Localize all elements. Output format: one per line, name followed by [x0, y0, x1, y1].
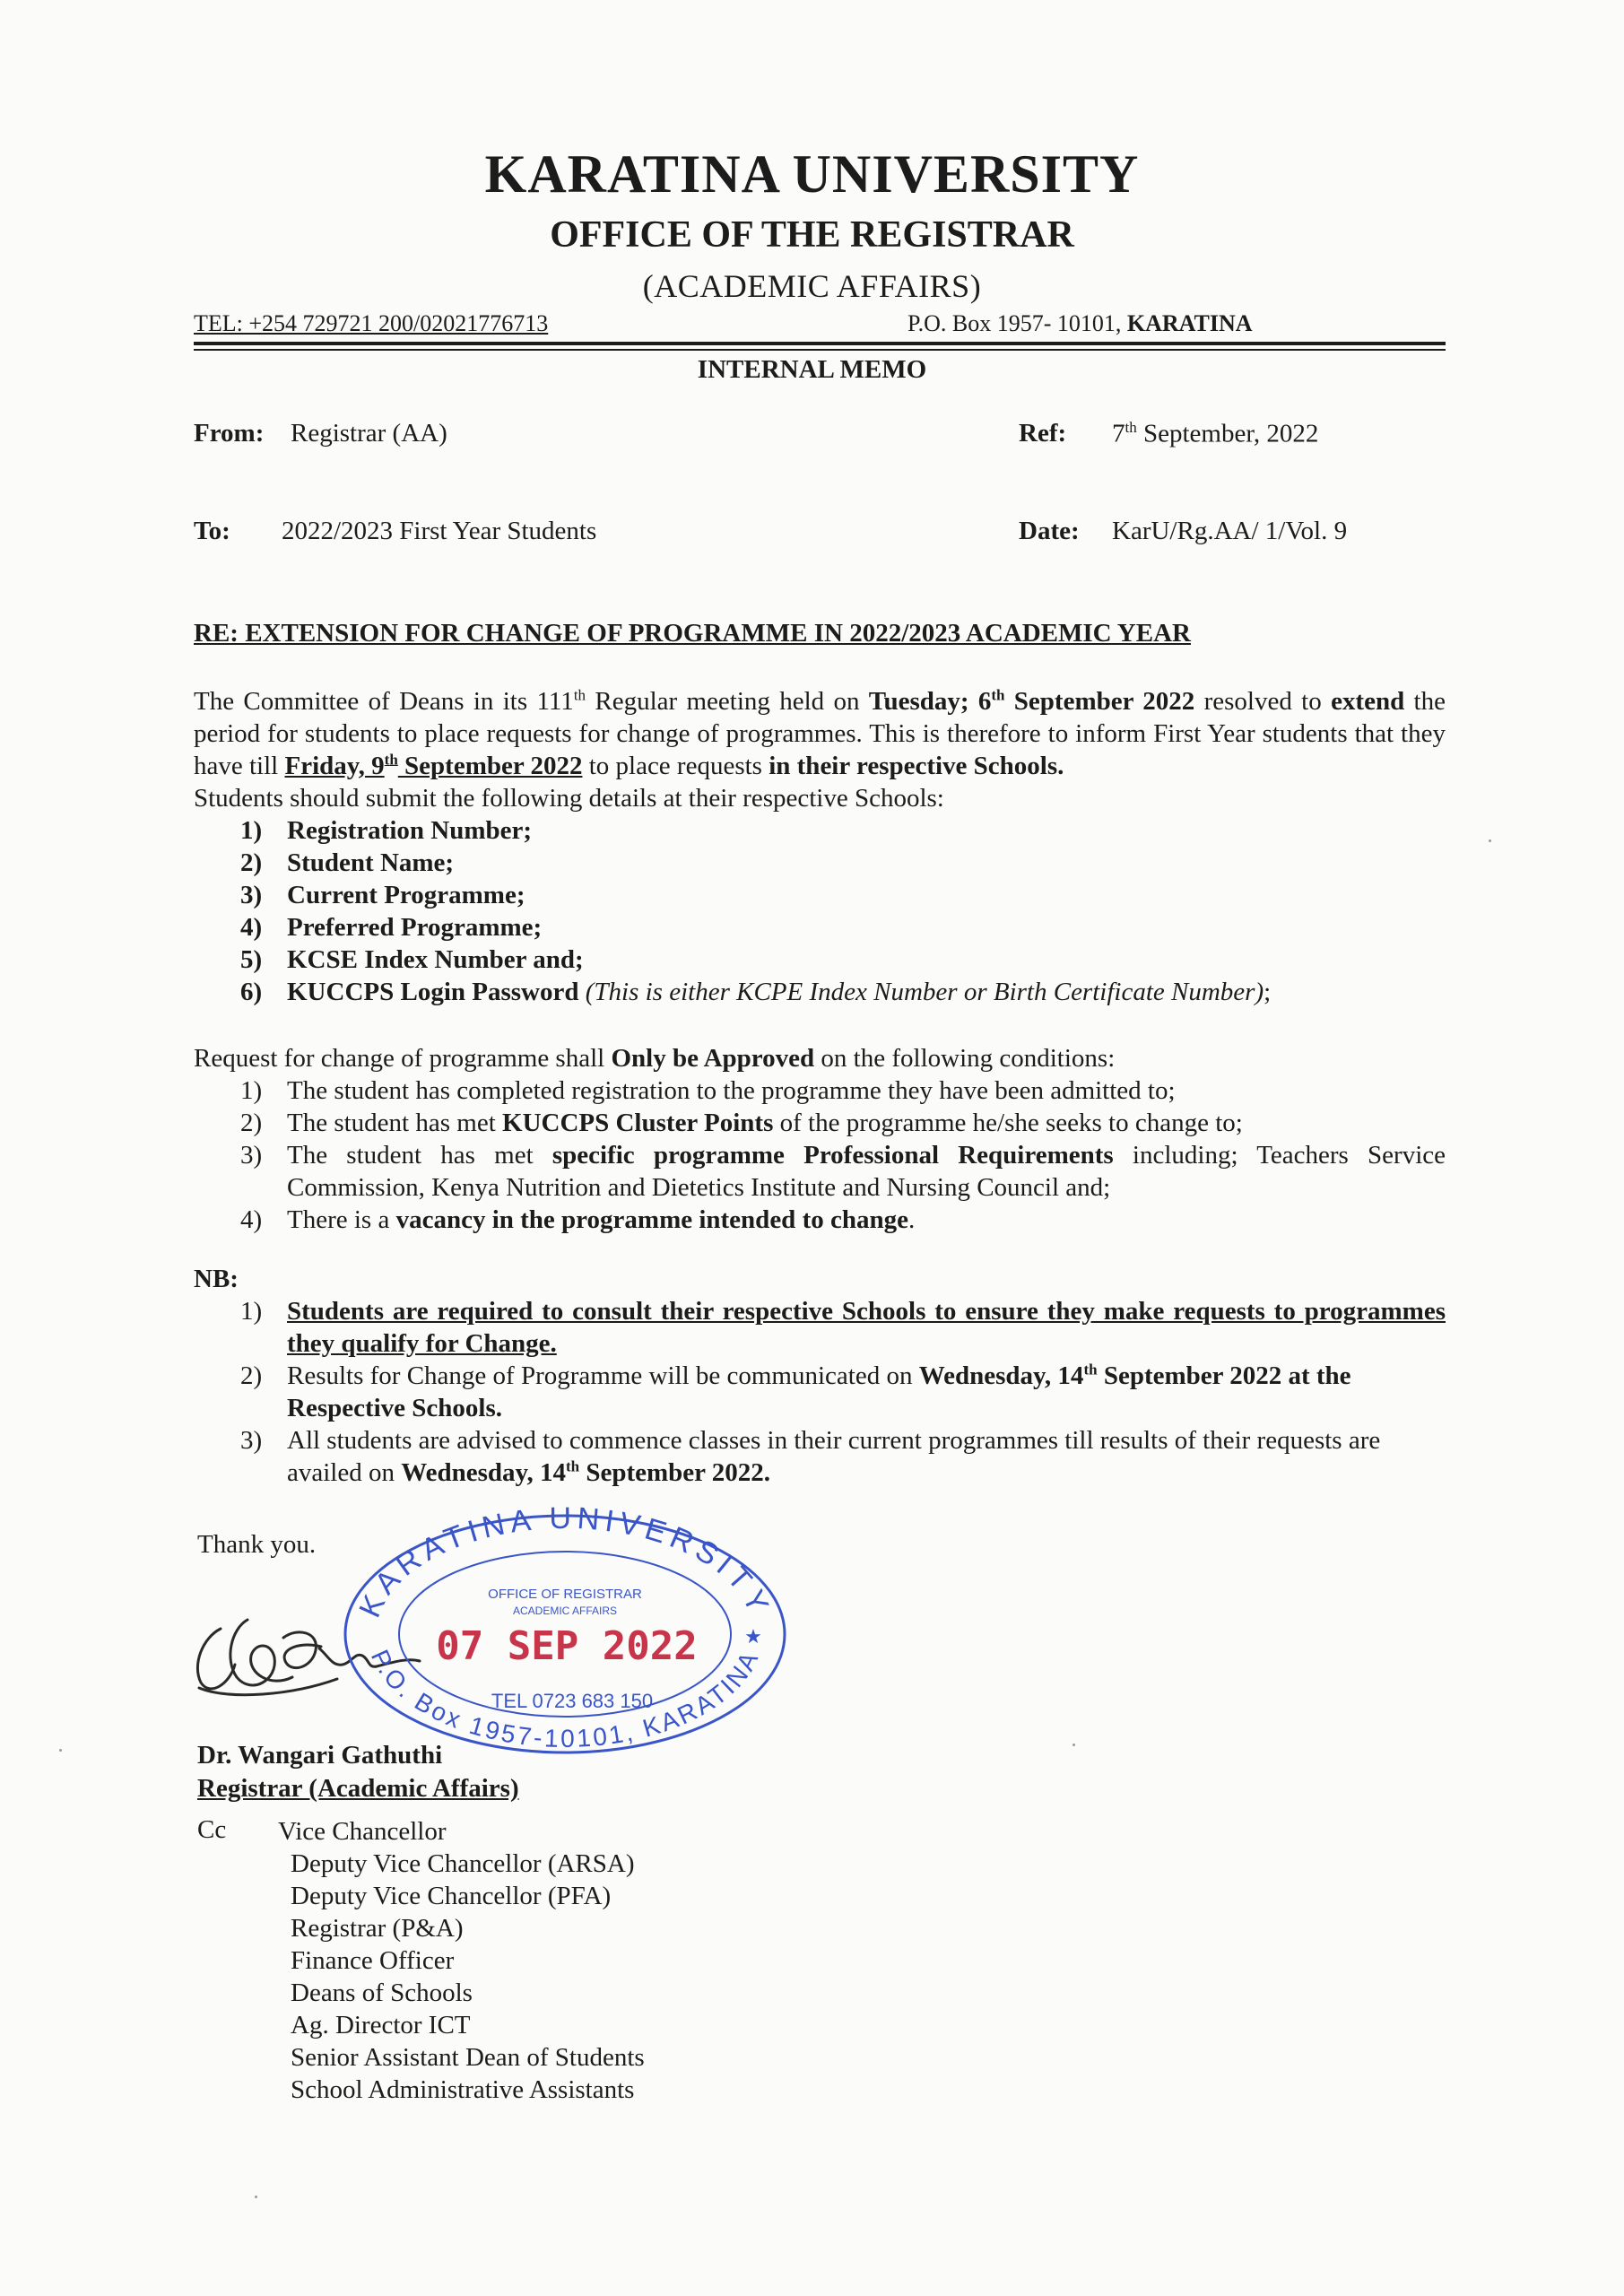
stamp-office-line1: OFFICE OF REGISTRAR	[488, 1587, 642, 1602]
stamp-date: 07 SEP 2022	[436, 1623, 698, 1669]
signer-title: Registrar (Academic Affairs)	[197, 1774, 519, 1803]
to-value: 2022/2023 First Year Students	[282, 517, 597, 545]
details-intro: Students should submit the following details at their respective Schools:	[194, 784, 944, 813]
nb-list	[194, 1295, 1446, 1489]
details-list	[194, 814, 1446, 1008]
cc-recipient: Deputy Vice Chancellor (PFA)	[291, 1882, 612, 1910]
postal-address	[908, 310, 1253, 337]
university-name: KARATINA UNIVERSITY	[484, 144, 1140, 204]
list-item: 2) Student Name;	[240, 848, 455, 877]
conditions-list	[194, 1074, 1446, 1236]
office-name: OFFICE OF THE REGISTRAR	[550, 214, 1074, 256]
list-item: 3) Current Programme;	[240, 881, 525, 909]
list-item: 1) Students are required to consult their respective Schools to ensure they make requests to programmes they qualify for Change.	[240, 1297, 1446, 1358]
telephone-line	[194, 310, 548, 337]
list-item: 3) All students are advised to commence classes in their current programmes till results of their requests are availed on Wednesday, 14th September 2022.	[240, 1426, 1381, 1487]
po-box: P.O. Box 1957- 10101,	[908, 310, 1122, 336]
telephone-number: TEL: +254 729721 200/02021776713	[194, 310, 549, 336]
list-item: 2) Results for Change of Programme will be communicated on Wednesday, 14th September 2022 at the Respective Schools.	[240, 1361, 1351, 1422]
closing-thanks: Thank you.	[197, 1530, 317, 1559]
memo-body	[194, 685, 1446, 1489]
scan-speck	[59, 1749, 62, 1752]
cc-recipient: Senior Assistant Dean of Students	[291, 2043, 645, 2072]
intro-paragraph: The Committee of Deans in its 111th Regular meeting held on Tuesday; 6th September 2022 resolved to extend the period for students to place requests for change of programmes. This is therefore to inform First Year students that they have till Friday, 9th September 2022 to place requests in their respective Schools.	[194, 686, 1446, 780]
date-label: Date:	[1019, 517, 1080, 545]
from-value: Registrar (AA)	[291, 419, 447, 448]
letterhead-rule-thick	[194, 342, 1446, 345]
stamp-top-text: KARATINA UNIVERSITY	[352, 1500, 777, 1623]
cc-recipient: Finance Officer	[291, 1946, 455, 1975]
conditions-intro: Request for change of programme shall Only be Approved on the following conditions:	[194, 1044, 1116, 1073]
scan-speck	[1489, 839, 1491, 842]
memo-title: INTERNAL MEMO	[697, 355, 927, 384]
official-stamp	[332, 1500, 798, 1760]
signer-name: Dr. Wangari Gathuthi	[197, 1741, 443, 1770]
list-item: 2) The student has met KUCCPS Cluster Points of the programme he/she seeks to change to;	[240, 1109, 1243, 1137]
list-item: 1) Registration Number;	[240, 816, 533, 845]
scan-speck	[255, 2196, 257, 2198]
stamp-bottom-text: P.O. Box 1957-10101, KARATINA	[365, 1645, 765, 1753]
cc-recipient: Deputy Vice Chancellor (ARSA)	[291, 1849, 635, 1878]
list-item: 3) The student has met specific programme Professional Requirements including; Teachers Service Commission, Kenya Nutrition and Dietetics Institute and Nursing Council and;	[240, 1141, 1446, 1202]
cc-recipient: Deans of Schools	[291, 1979, 473, 2007]
star-icon: ★	[744, 1625, 762, 1648]
town-name: KARATINA	[1126, 310, 1253, 336]
ref-label: Ref:	[1019, 419, 1067, 448]
list-item: 4) Preferred Programme;	[240, 913, 543, 942]
scan-speck	[1073, 1744, 1075, 1746]
department-name: (ACADEMIC AFFAIRS)	[642, 268, 982, 304]
nb-label: NB:	[194, 1265, 239, 1293]
stamp-office-line2: ACADEMIC AFFAIRS	[512, 1605, 618, 1617]
ref-value: 7th September, 2022	[1112, 419, 1319, 448]
list-item: 4) There is a vacancy in the programme intended to change.	[240, 1205, 916, 1234]
to-label: To:	[194, 517, 230, 545]
list-item: 5) KCSE Index Number and;	[240, 945, 584, 974]
cc-recipient: Registrar (P&A)	[291, 1914, 464, 1943]
date-value: KarU/Rg.AA/ 1/Vol. 9	[1112, 517, 1348, 545]
cc-recipient: Vice Chancellor	[278, 1817, 447, 1846]
subject-line: RE: EXTENSION FOR CHANGE OF PROGRAMME IN 2022/2023 ACADEMIC YEAR	[194, 619, 1191, 648]
stamp-tel: TEL 0723 683 150	[491, 1690, 654, 1712]
from-label: From:	[194, 419, 265, 448]
list-item: 6) KUCCPS Login Password (This is either KCPE Index Number or Birth Certificate Number);	[240, 978, 1272, 1006]
cc-recipient: School Administrative Assistants	[291, 2075, 635, 2104]
cc-recipient: Ag. Director ICT	[291, 2011, 471, 2039]
list-item: 1) The student has completed registration to the programme they have been admitted to;	[240, 1076, 1176, 1105]
cc-label: Cc	[197, 1815, 227, 1844]
cc-recipient-list	[278, 1815, 645, 2106]
letterhead-rule-thin	[194, 349, 1446, 351]
